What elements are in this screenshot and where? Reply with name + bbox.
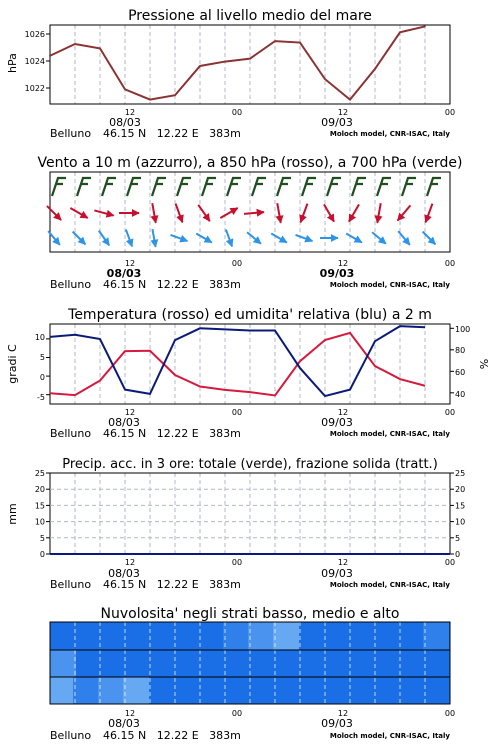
hum-ytick-40: 40	[455, 390, 466, 399]
wind-700-barb	[127, 178, 141, 196]
cloud-footer-model: Moloch model, CNR-ISAC, Italy	[329, 732, 450, 740]
wind-footer-coords: 46.15 N 12.22 E 383m	[103, 278, 241, 291]
wind-850-arrow	[47, 206, 61, 220]
pressure-xtick-00b: 00	[444, 108, 456, 117]
wind-850-arrow	[426, 204, 433, 223]
wind-850-arrow	[152, 203, 155, 223]
wind-700-barb	[102, 178, 116, 196]
cloud-cell	[248, 622, 274, 650]
wind-10m-arrow	[171, 235, 188, 241]
cloud-cell	[123, 677, 149, 704]
precip-plot-frame	[50, 473, 450, 554]
panel-precipitation	[6, 457, 465, 591]
humidity-series-line	[50, 326, 425, 396]
cloud-footer-station: Belluno	[50, 729, 92, 742]
precip-ytick-label-right: 20	[455, 485, 466, 495]
precip-ytick-label-right: 0	[455, 550, 461, 559]
hum-ytick-60: 60	[455, 368, 466, 377]
cloud-footer-coords: 46.15 N 12.22 E 383m	[103, 729, 241, 742]
wind-700-barb	[327, 178, 341, 196]
cloud-cell	[98, 677, 124, 704]
panel-cloudiness	[50, 606, 455, 742]
precip-title: Precip. acc. in 3 ore: totale (verde), frazione solida (tratt.)	[62, 457, 438, 472]
wind-footer-model: Moloch model, CNR-ISAC, Italy	[329, 281, 450, 289]
precip-ytick-label: 25	[34, 469, 45, 478]
pressure-xtick-12a: 12	[124, 108, 136, 117]
hum-ytick-80: 80	[455, 346, 466, 355]
wind-700-barb	[227, 178, 241, 196]
precip-xtick-12b: 12	[337, 558, 349, 567]
temp-xtick-12b: 12	[337, 408, 349, 417]
precip-footer-model: Moloch model, CNR-ISAC, Italy	[329, 581, 450, 589]
cloud-date-0903: 09/03	[321, 717, 353, 730]
wind-footer-station: Belluno	[50, 278, 92, 291]
pressure-series-line	[50, 26, 425, 99]
temp-ytick-10: 10	[34, 333, 45, 342]
cloud-title: Nuvolosita' negli strati basso, medio e alto	[100, 606, 400, 622]
precip-ytick-label-right: 25	[455, 469, 466, 478]
wind-700-barb	[302, 178, 316, 196]
wind-10m-arrow	[126, 230, 132, 247]
temp-footer-station: Belluno	[50, 427, 92, 440]
pressure-footer-model: Moloch model, CNR-ISAC, Italy	[329, 130, 450, 138]
temp-xtick-00b: 00	[444, 408, 456, 417]
precip-xtick-00b: 00	[444, 558, 456, 567]
wind-xtick-12b: 12	[337, 259, 349, 268]
wind-850-arrow	[244, 212, 264, 214]
wind-850-arrow	[70, 208, 87, 218]
pressure-ytick-1022: 1022	[24, 84, 45, 93]
pressure-xtick-00a: 00	[231, 108, 243, 117]
pressure-xtick-12b: 12	[337, 108, 349, 117]
pressure-title: Pressione al livello medio del mare	[128, 8, 372, 24]
wind-700-barb	[77, 178, 91, 196]
wind-10m-arrow	[247, 232, 261, 244]
precip-footer-coords: 46.15 N 12.22 E 383m	[103, 578, 241, 591]
cloud-xtick-00b: 00	[444, 709, 456, 718]
wind-700-barb	[427, 178, 441, 196]
precip-xtick-00a: 00	[231, 558, 243, 567]
cloud-cell	[73, 677, 99, 704]
wind-10m-arrow	[271, 234, 287, 243]
wind-date-0803: 08/03	[106, 267, 142, 280]
wind-700-barb	[52, 178, 66, 196]
cloud-date-0803: 08/03	[108, 717, 140, 730]
temp-date-0903: 09/03	[321, 416, 353, 429]
wind-700-barb	[377, 178, 391, 196]
wind-700-barb	[352, 178, 366, 196]
precip-date-0903: 09/03	[321, 567, 353, 580]
wind-10m-arrow	[346, 234, 362, 243]
wind-850-arrow	[377, 203, 380, 223]
precip-ytick-label-right: 5	[455, 533, 461, 543]
wind-10m-arrow	[196, 234, 212, 243]
wind-10m-arrow	[372, 232, 386, 244]
wind-700-barb	[152, 178, 166, 196]
wind-10m-arrow	[226, 230, 232, 247]
pressure-footer-coords: 46.15 N 12.22 E 383m	[103, 127, 241, 140]
wind-850-arrow	[94, 210, 113, 215]
temp-ytick-0: 0	[39, 373, 45, 382]
wind-850-arrow	[220, 208, 237, 218]
wind-850-arrow	[324, 204, 334, 221]
pressure-ytick-1024: 1024	[24, 57, 45, 66]
pressure-ytick-1026: 1026	[24, 30, 45, 39]
pressure-ylabel: hPa	[6, 53, 19, 73]
wind-850-arrow	[349, 204, 359, 221]
precip-footer-station: Belluno	[50, 578, 92, 591]
cloud-cell	[223, 622, 249, 650]
pressure-footer-station: Belluno	[50, 127, 92, 140]
temp-footer-coords: 46.15 N 12.22 E 383m	[103, 427, 241, 440]
wind-title: Vento a 10 m (azzurro), a 850 hPa (rosso), a 700 hPa (verde)	[37, 155, 463, 171]
wind-700-barb	[402, 178, 416, 196]
cloud-xtick-12a: 12	[124, 709, 136, 718]
precip-ytick-label: 10	[34, 517, 45, 527]
pressure-date-0803: 08/03	[109, 116, 141, 129]
wind-700-barb	[252, 178, 266, 196]
cloud-cell	[50, 677, 76, 704]
panel-wind	[37, 155, 462, 291]
temp-ytick-5: 5	[39, 353, 45, 362]
wind-700-barb	[177, 178, 191, 196]
panel-pressure	[6, 8, 455, 140]
temp-title: Temperatura (rosso) ed umidita' relativa (blu) a 2 m	[68, 307, 432, 323]
humidity-ylabel: %	[478, 358, 491, 370]
precip-ytick-label-right: 10	[455, 517, 466, 527]
wind-850-arrow	[301, 204, 308, 223]
wind-850-arrow	[176, 204, 183, 223]
temp-xtick-00a: 00	[231, 408, 243, 417]
temp-date-0803: 08/03	[108, 416, 140, 429]
wind-700-barb	[202, 178, 216, 196]
precip-ytick-label-right: 15	[455, 501, 466, 511]
wind-850-arrow	[277, 203, 280, 223]
wind-850-arrow	[198, 205, 209, 221]
pressure-date-0903: 09/03	[321, 116, 353, 129]
wind-xtick-00a: 00	[231, 259, 243, 268]
wind-10m-arrow	[296, 235, 313, 241]
temp-ytick-m5: -5	[37, 393, 45, 402]
precip-ylabel: mm	[6, 503, 19, 525]
cloud-cell	[50, 650, 76, 677]
cloud-xtick-12b: 12	[337, 709, 349, 718]
cloud-cell	[423, 622, 449, 650]
wind-10m-arrow	[152, 229, 155, 247]
precip-date-0803: 08/03	[108, 567, 140, 580]
temperature-series-line	[50, 333, 425, 396]
wind-date-0903: 09/03	[319, 267, 355, 280]
temp-ylabel: gradi C	[6, 344, 19, 384]
temp-footer-model: Moloch model, CNR-ISAC, Italy	[329, 430, 450, 438]
precip-ytick-label: 15	[34, 501, 45, 511]
cloud-xtick-00a: 00	[231, 709, 243, 718]
panel-temperature	[6, 307, 491, 440]
cloud-cell	[273, 622, 299, 650]
wind-700-barb	[277, 178, 291, 196]
precip-ytick-label: 5	[39, 533, 45, 543]
hum-ytick-100: 100	[455, 325, 471, 334]
temp-xtick-12a: 12	[124, 408, 136, 417]
precip-xtick-12a: 12	[124, 558, 136, 567]
precip-ytick-label: 20	[34, 485, 45, 495]
precip-ytick-label: 0	[39, 550, 45, 559]
wind-xtick-12a: 12	[124, 259, 136, 268]
wind-xtick-00b: 00	[444, 259, 456, 268]
